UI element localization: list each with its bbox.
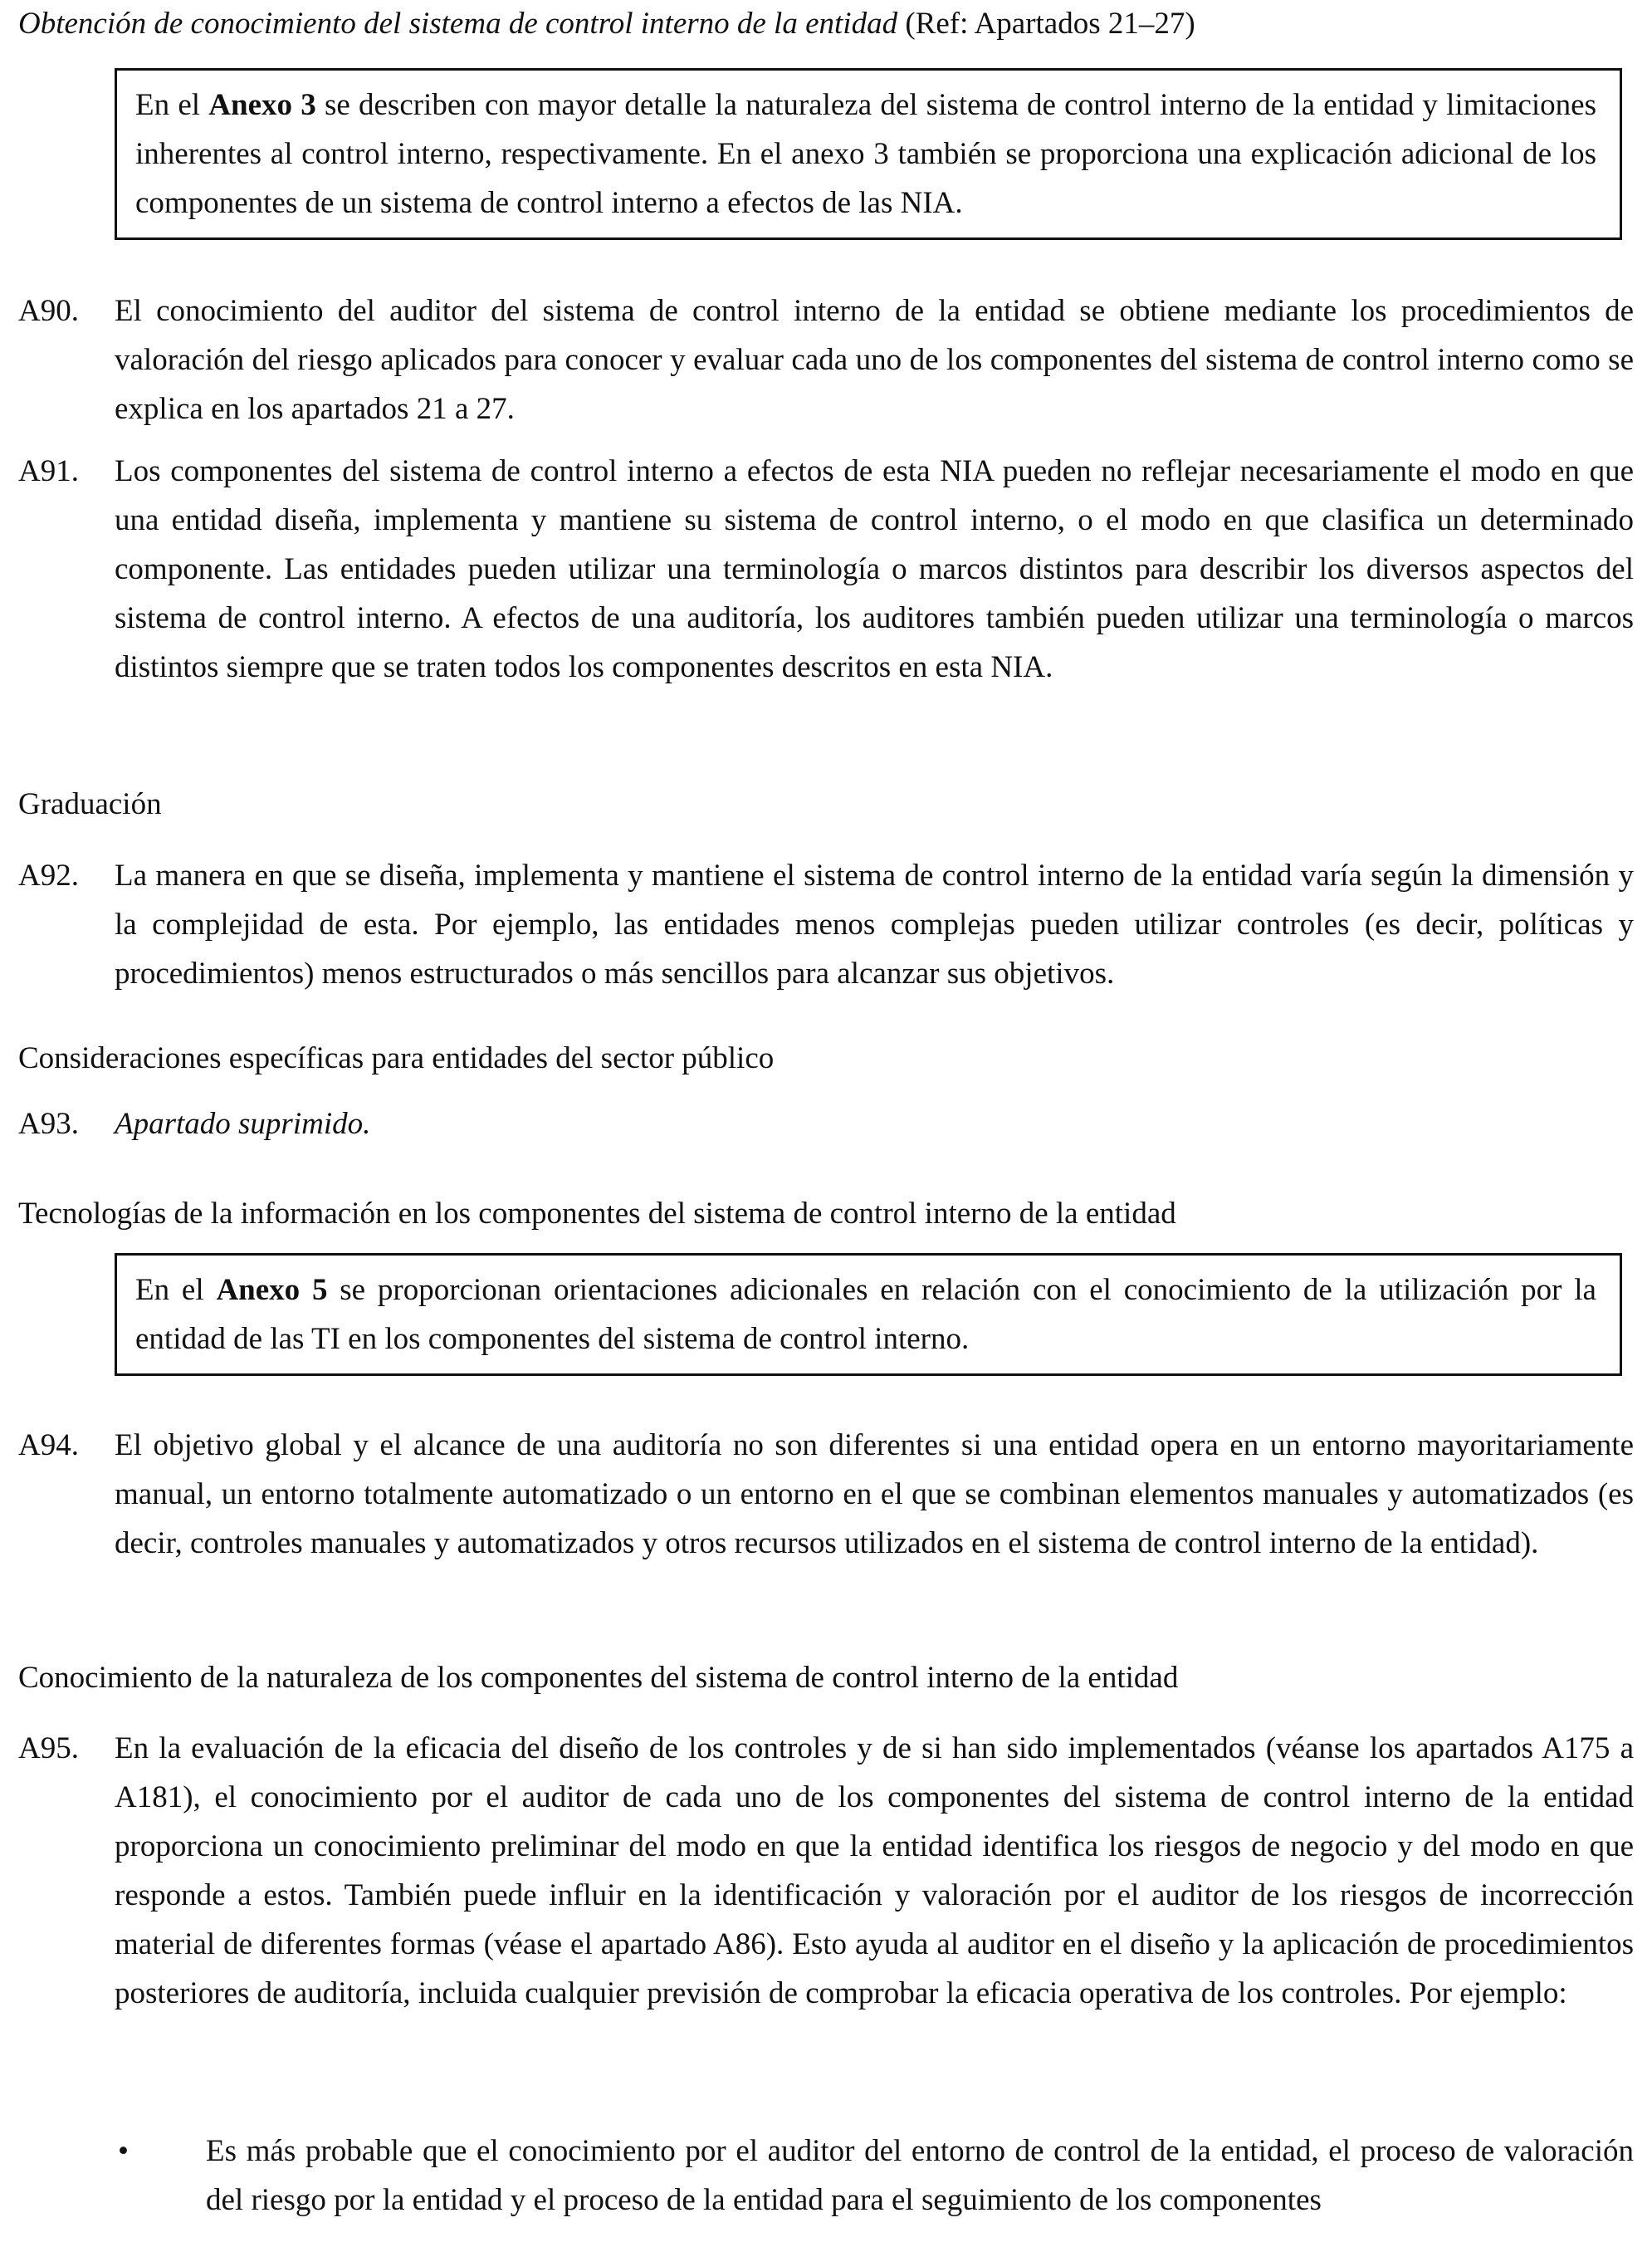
section-heading-conocimiento bbox=[18, 0, 1634, 48]
paragraph-number: A94. bbox=[18, 1428, 79, 1462]
paragraph-a91 bbox=[18, 447, 1634, 692]
paragraph-number: A92. bbox=[18, 859, 79, 893]
note-box-bold-anexo: Anexo 5 bbox=[216, 1273, 328, 1307]
bullet-symbol: • bbox=[118, 2134, 129, 2168]
note-box-anexo-3 bbox=[115, 68, 1622, 240]
paragraph-text: La manera en que se diseña, implementa y mantiene el sistema de control interno de la entidad varía según la dimensión y la complejidad de esta. Por ejemplo, las entidades menos complejas pueden utilizar controles (es decir, políticas y procedimientos) menos estructurados o más sencillos para alcanzar sus objetivos. bbox=[115, 859, 1634, 991]
note-box-text-pre: En el bbox=[135, 88, 209, 122]
paragraph-number: A90. bbox=[18, 294, 79, 328]
paragraph-text: Apartado suprimido. bbox=[115, 1107, 371, 1141]
paragraph-number: A95. bbox=[18, 1731, 79, 1765]
note-box-anexo-5 bbox=[115, 1253, 1622, 1376]
note-box-text-post: se proporcionan orientaciones adicionales en relación con el conocimiento de la utilización por la entidad de las TI en los componentes del sistema de control interno. bbox=[135, 1273, 1596, 1356]
paragraph-a94 bbox=[18, 1421, 1634, 1568]
note-box-bold-anexo: Anexo 3 bbox=[208, 88, 316, 122]
paragraph-text: Los componentes del sistema de control interno a efectos de esta NIA pueden no reflejar necesariamente el modo en que una entidad diseña, implementa y mantiene su sistema de control interno, o el modo en que clasifica un determinado componente. Las entidades pueden utilizar una terminología o marcos distintos para describir los diversos aspectos del sistema de control interno. A efectos de una auditoría, los auditores también pueden utilizar una terminología o marcos distintos siempre que se traten todos los componentes descritos en esta NIA. bbox=[115, 454, 1634, 684]
section-heading-ti: Tecnologías de la información en los componentes del sistema de control interno de la entidad bbox=[18, 1197, 1176, 1231]
paragraph-number: A93. bbox=[18, 1107, 79, 1141]
paragraph-a92 bbox=[18, 851, 1634, 998]
paragraph-number: A91. bbox=[18, 454, 79, 488]
note-box-text-post: se describen con mayor detalle la naturaleza del sistema de control interno de la entidad y limitaciones inherentes al control interno, respectivamente. En el anexo 3 también se proporciona una explicación adicional de los componentes de un sistema de control interno a efectos de las NIA. bbox=[135, 88, 1596, 220]
section-heading-ref: (Ref: Apartados 21–27) bbox=[897, 7, 1195, 41]
bullet-text: Es más probable que el conocimiento por el auditor del entorno de control de la entidad, el proceso de valoración del riesgo por la entidad y el proceso de la entidad para el seguimiento de los componentes bbox=[206, 2134, 1634, 2217]
paragraph-text: El conocimiento del auditor del sistema de control interno de la entidad se obtiene mediante los procedimientos de valoración del riesgo aplicados para conocer y evaluar cada uno de los componentes del sistema de control interno como se explica en los apartados 21 a 27. bbox=[115, 294, 1634, 426]
section-heading-graduacion: Graduación bbox=[18, 787, 162, 821]
note-box-text-pre: En el bbox=[135, 1273, 217, 1307]
paragraph-text: En la evaluación de la eficacia del diseño de los controles y de si han sido implementados (véanse los apartados A175 a A181), el conocimiento por el auditor de cada uno de los componentes del sistema de control interno de la entidad proporciona un conocimiento preliminar del modo en que la entidad identifica los riesgos de negocio y del modo en que responde a estos. También puede influir en la identificación y valoración por el auditor de los riesgos de incorrección material de diferentes formas (véase el apartado A86). Esto ayuda al auditor en el diseño y la aplicación de procedimientos posteriores de auditoría, incluida cualquier previsión de comprobar la eficacia operativa de los controles. Por ejemplo: bbox=[115, 1731, 1634, 2010]
paragraph-text: El objetivo global y el alcance de una auditoría no son diferentes si una entidad opera en un entorno mayoritariamente manual, un entorno totalmente automatizado o un entorno en el que se combinan elementos manuales y automatizados (es decir, controles manuales y automatizados y otros recursos utilizados en el sistema de control interno de la entidad). bbox=[115, 1428, 1634, 1560]
section-heading-italic: Obtención de conocimiento del sistema de control interno de la entidad bbox=[18, 7, 898, 41]
paragraph-a93 bbox=[18, 1099, 1634, 1148]
paragraph-a95 bbox=[18, 1724, 1634, 2018]
bullet-item bbox=[115, 2127, 1634, 2225]
paragraph-a90 bbox=[18, 286, 1634, 433]
section-heading-naturaleza: Conocimiento de la naturaleza de los componentes del sistema de control interno de la entidad bbox=[18, 1661, 1179, 1695]
section-heading-sector-publico: Consideraciones específicas para entidades del sector público bbox=[18, 1041, 775, 1075]
